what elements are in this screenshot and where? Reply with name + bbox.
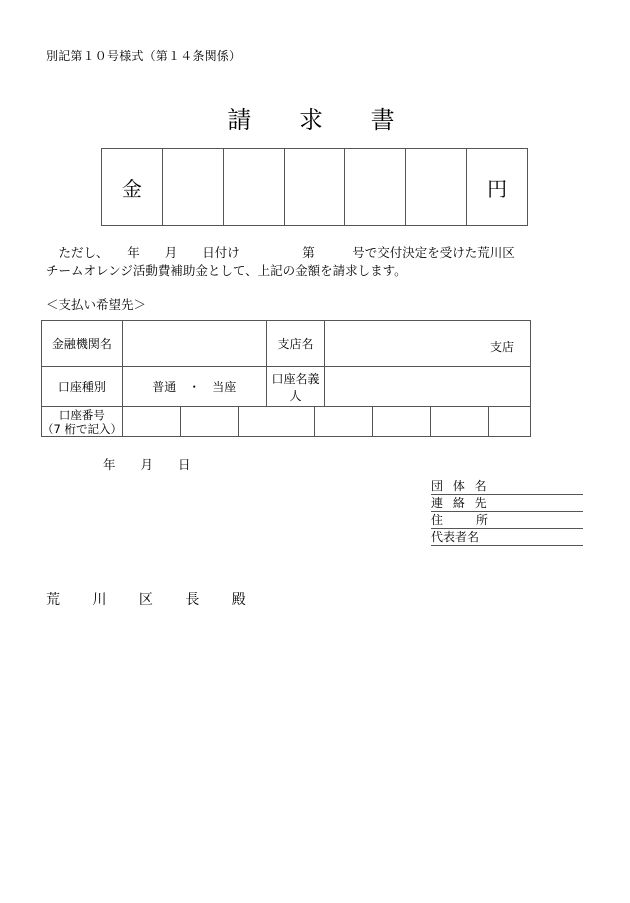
account-number-digit[interactable] — [431, 407, 489, 437]
account-number-digit[interactable] — [180, 407, 238, 437]
address-label: 住 所 — [431, 513, 492, 527]
document-title: 請 求 書 — [227, 106, 415, 134]
account-holder-field[interactable] — [325, 367, 531, 407]
payment-destination-heading: ＜支払い希望先＞ — [46, 297, 147, 312]
account-number-digit[interactable] — [315, 407, 373, 437]
account-number-digit[interactable] — [489, 407, 531, 437]
account-holder-label: 口座名義人 — [266, 367, 325, 407]
request-date[interactable]: 年 月 日 — [103, 457, 191, 472]
bank-name-field[interactable] — [122, 321, 266, 367]
account-type-label: 口座種別 — [42, 367, 123, 407]
account-number-digit[interactable] — [373, 407, 431, 437]
account-number-digit[interactable] — [122, 407, 180, 437]
form-number-note: 別記第１０号様式（第１４条関係） — [46, 49, 242, 63]
branch-suffix: 支店 — [489, 340, 514, 354]
account-number-label-note: （7 桁で記入） — [42, 421, 122, 436]
branch-name-label: 支店名 — [266, 321, 325, 367]
address-field[interactable] — [431, 512, 583, 529]
amount-digit-cell[interactable] — [163, 149, 224, 225]
statement-line-1: ただし、 年 月 日付け 第 号で交付決定を受けた荒川区 — [46, 245, 515, 260]
organization-name-field[interactable] — [431, 478, 583, 495]
representative-field[interactable] — [431, 529, 583, 546]
request-statement — [46, 244, 586, 280]
amount-suffix: 円 — [487, 176, 508, 201]
payment-destination-table — [41, 320, 531, 437]
amount-prefix: 金 — [102, 149, 163, 225]
contact-field[interactable] — [431, 495, 583, 512]
account-number-digit[interactable] — [238, 407, 315, 437]
amount-digit-cell[interactable] — [285, 149, 346, 225]
contact-label: 連 絡 先 — [431, 496, 490, 510]
amount-digit-cell[interactable] — [406, 149, 467, 225]
amount-box — [101, 148, 528, 226]
amount-digit-cell[interactable] — [345, 149, 406, 225]
account-type-options[interactable]: 普通 ・ 当座 — [122, 367, 266, 407]
branch-name-field[interactable] — [325, 321, 531, 367]
statement-line-2: チームオレンジ活動費補助金として、上記の金額を請求します。 — [46, 263, 407, 278]
bank-name-label: 金融機関名 — [42, 321, 123, 367]
account-number-label — [42, 407, 123, 437]
addressee: 荒 川 区 長 殿 — [46, 592, 260, 608]
organization-name-label: 団 体 名 — [431, 479, 490, 493]
account-number-label-main: 口座番号 — [58, 407, 105, 422]
amount-digit-cell[interactable] — [224, 149, 285, 225]
representative-label: 代表者名 — [431, 530, 480, 544]
